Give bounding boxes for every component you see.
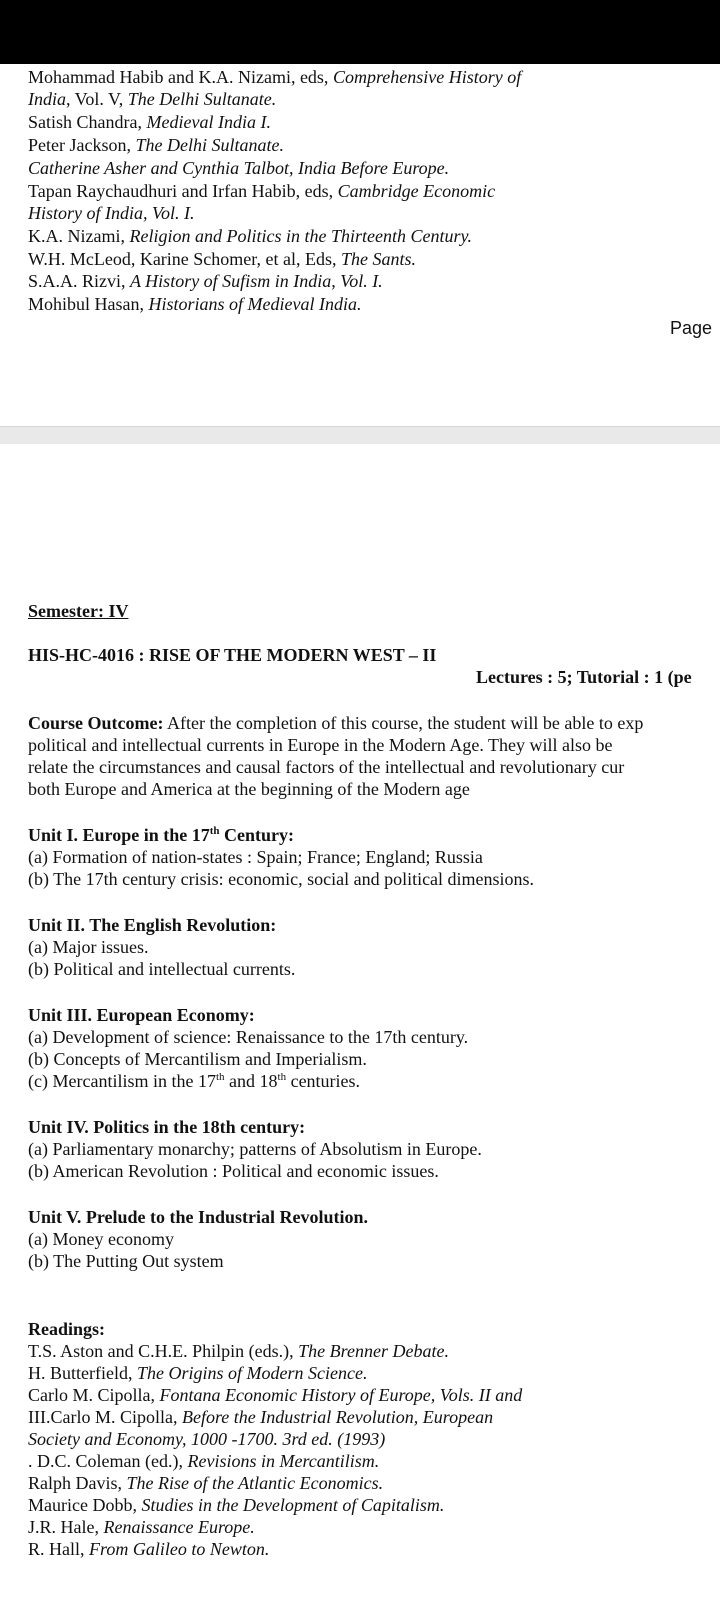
unit-item: (a) Major issues. bbox=[28, 937, 149, 957]
reference-line: Mohibul Hasan, Historians of Medieval India. bbox=[28, 294, 362, 314]
reference-line: India, Vol. V, The Delhi Sultanate. bbox=[28, 89, 277, 109]
unit-item: (a) Formation of nation-states : Spain; France; England; Russia bbox=[28, 847, 483, 867]
reading-line: Maurice Dobb, Studies in the Development of Capitalism. bbox=[28, 1495, 445, 1515]
page-label: Page bbox=[669, 318, 712, 338]
unit-item: (a) Development of science: Renaissance to the 17th century. bbox=[28, 1027, 469, 1047]
document-page-2 bbox=[0, 444, 720, 1600]
course-outcome-line: both Europe and America at the beginning of the Modern age bbox=[28, 779, 470, 799]
reference-line: Peter Jackson, The Delhi Sultanate. bbox=[28, 135, 284, 155]
unit-item: (b) Concepts of Mercantilism and Imperialism. bbox=[28, 1049, 367, 1069]
page-separator bbox=[0, 426, 720, 445]
reference-line: S.A.A. Rizvi, A History of Sufism in India, Vol. I. bbox=[28, 271, 383, 291]
unit-item: (a) Parliamentary monarchy; patterns of Absolutism in Europe. bbox=[28, 1139, 482, 1159]
top-status-bar bbox=[0, 0, 720, 64]
unit-item: (a) Money economy bbox=[28, 1229, 174, 1249]
reference-line: History of India, Vol. I. bbox=[28, 203, 195, 223]
reference-line: K.A. Nizami, Religion and Politics in the Thirteenth Century. bbox=[28, 226, 472, 246]
unit-item: (b) The 17th century crisis: economic, social and political dimensions. bbox=[28, 869, 535, 889]
course-title: HIS-HC-4016 : RISE OF THE MODERN WEST – II bbox=[28, 645, 437, 665]
reading-line: Carlo M. Cipolla, Fontana Economic History of Europe, Vols. II and bbox=[28, 1385, 523, 1405]
document-page-1 bbox=[0, 64, 720, 426]
reference-line: Mohammad Habib and K.A. Nizami, eds, Comprehensive History of bbox=[28, 67, 522, 87]
reading-line: Society and Economy, 1000 -1700. 3rd ed. (1993) bbox=[28, 1429, 386, 1449]
reference-line: Tapan Raychaudhuri and Irfan Habib, eds, Cambridge Economic bbox=[28, 181, 496, 201]
reference-line: W.H. McLeod, Karine Schomer, et al, Eds, The Sants. bbox=[28, 249, 417, 269]
unit-item: (c) Mercantilism in the 17th and 18th centuries. bbox=[28, 1071, 361, 1091]
semester-heading: Semester: IV bbox=[28, 601, 129, 621]
course-outcome-line: political and intellectual currents in Europe in the Modern Age. They will also be bbox=[28, 735, 613, 755]
reading-line: H. Butterfield, The Origins of Modern Science. bbox=[28, 1363, 368, 1383]
reading-line: J.R. Hale, Renaissance Europe. bbox=[28, 1517, 255, 1537]
unit-heading: Unit II. The English Revolution: bbox=[28, 915, 277, 935]
reading-line: . D.C. Coleman (ed.), Revisions in Mercantilism. bbox=[28, 1451, 380, 1471]
course-outcome-line: Course Outcome: After the completion of this course, the student will be able to exp bbox=[28, 713, 644, 733]
reading-line: III.Carlo M. Cipolla, Before the Industrial Revolution, European bbox=[28, 1407, 494, 1427]
reading-line: Ralph Davis, The Rise of the Atlantic Economics. bbox=[28, 1473, 384, 1493]
course-outcome-line: relate the circumstances and causal factors of the intellectual and revolutionary cur bbox=[28, 757, 625, 777]
unit-item: (b) Political and intellectual currents. bbox=[28, 959, 296, 979]
lectures-info: Lectures : 5; Tutorial : 1 (pe bbox=[476, 667, 692, 687]
reading-line: T.S. Aston and C.H.E. Philpin (eds.), The Brenner Debate. bbox=[28, 1341, 449, 1361]
reference-line: Satish Chandra, Medieval India I. bbox=[28, 112, 271, 132]
unit-item: (b) The Putting Out system bbox=[28, 1251, 224, 1271]
readings-heading: Readings: bbox=[28, 1319, 106, 1339]
unit-item: (b) American Revolution : Political and economic issues. bbox=[28, 1161, 439, 1181]
reading-line: R. Hall, From Galileo to Newton. bbox=[28, 1539, 270, 1559]
unit-heading: Unit V. Prelude to the Industrial Revolution. bbox=[28, 1207, 369, 1227]
unit-heading: Unit IV. Politics in the 18th century: bbox=[28, 1117, 306, 1137]
unit-heading: Unit I. Europe in the 17th Century: bbox=[28, 825, 294, 845]
reference-line: Catherine Asher and Cynthia Talbot, India Before Europe. bbox=[28, 158, 450, 178]
unit-heading: Unit III. European Economy: bbox=[28, 1005, 255, 1025]
